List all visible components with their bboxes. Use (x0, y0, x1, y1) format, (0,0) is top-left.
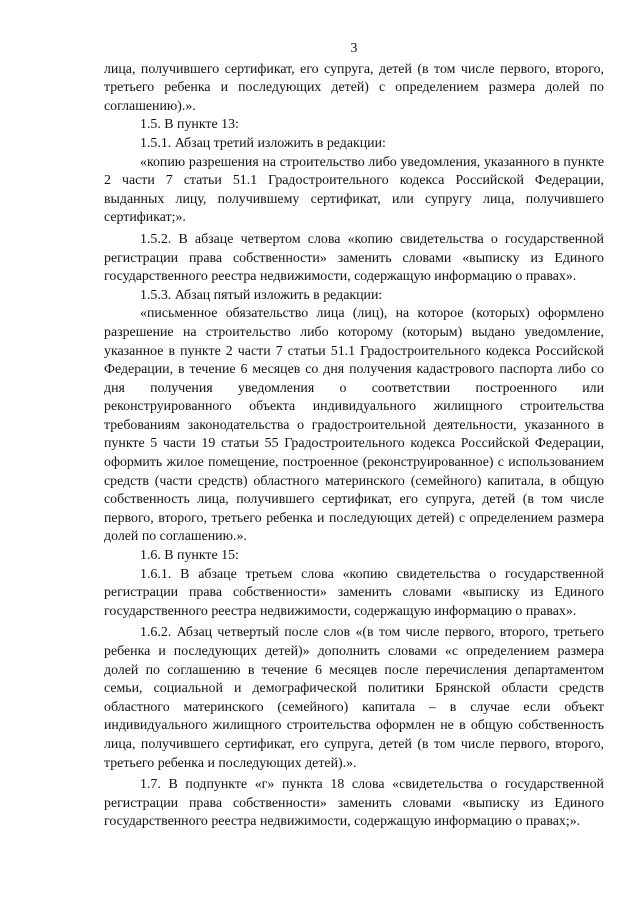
paragraph-continuation: лица, получившего сертификат, его супруга, детей (в том числе первого, второго, третьего ребенка и последующих детей) с определением размера долей по соглашению).». (104, 61, 604, 114)
paragraph-1-6: 1.6. В пункте 15: (140, 548, 239, 564)
paragraph-1-6-1: 1.6.1. В абзаце третьем слова «копию свидетельства о государственной регистрации права собственности» заменить словами «выписку из Единого государственного реестра недвижимости, содержащую информацию о правах». (104, 566, 604, 619)
paragraph-1-6-2: 1.6.2. Абзац четвертый после слов «(в том числе первого, второго, третьего ребенка и последующих детей)» дополнить словами «с определением размера долей по соглашению в течение 6 месяцев после перечисления департаментом семьи, социальной и демографической политики Брянской области средств областного материнского (семейного) капитала – в случае если объект индивидуального жилищного строительства оформлен не в общую собственность лица, получившего сертификат, его супруга, детей (в том числе первого, второго, третьего ребенка и последующих детей).». (104, 625, 604, 771)
paragraph-1-5-1: 1.5.1. Абзац третий изложить в редакции: (140, 135, 386, 151)
paragraph-1-5-1-text: «копию разрешения на строительство либо уведомления, указанного в пункте 2 части 7 статьи 51.1 Градостроительного кодекса Российской Федерации, выданных лицу, получившему сертификат, или супругу лица, получившего сертификат;». (104, 154, 604, 226)
page-number: 3 (350, 41, 358, 56)
paragraph-1-5-3-text: «письменное обязательство лица (лиц), на которое (которых) оформлено разрешение на строительство либо которому (которым) выдано уведомление, указанное в пункте 2 части 7 статьи 51.1 Градостроительного кодекса Российской Федерации, в течение 6 месяцев со дня получения кадастрового паспорта либо со дня получения уведомления о соответствии построенного или реконструированного объекта индивидуального жилищного строительства требованиям законодательства о градостроительной деятельности, указанного в пункте 5 части 19 статьи 55 Градостроительного кодекса Российской Федерации, оформить жилое помещение, построенное (реконструированное) с использованием средств (части средств) областного материнского (семейного) капитала, в общую собственность лица, получившего сертификат, его супруга, детей (в том числе первого, второго, третьего ребенка и последующих детей) с определением размера долей по соглашению.». (104, 306, 604, 545)
paragraph-1-7: 1.7. В подпункте «г» пункта 18 слова «свидетельства о государственной регистрации права собственности» заменить словами «выписку из Единого государственного реестра недвижимости, содержащую информацию о правах;». (104, 777, 604, 830)
paragraph-1-5: 1.5. В пункте 13: (140, 117, 239, 133)
paragraph-1-5-3: 1.5.3. Абзац пятый изложить в редакции: (140, 287, 383, 303)
document-page (104, 40, 604, 832)
paragraph-1-5-2: 1.5.2. В абзаце четвертом слова «копию свидетельства о государственной регистрации права собственности» заменить словами «выписку из Единого государственного реестра недвижимости, содержащую информацию о правах». (104, 231, 604, 285)
